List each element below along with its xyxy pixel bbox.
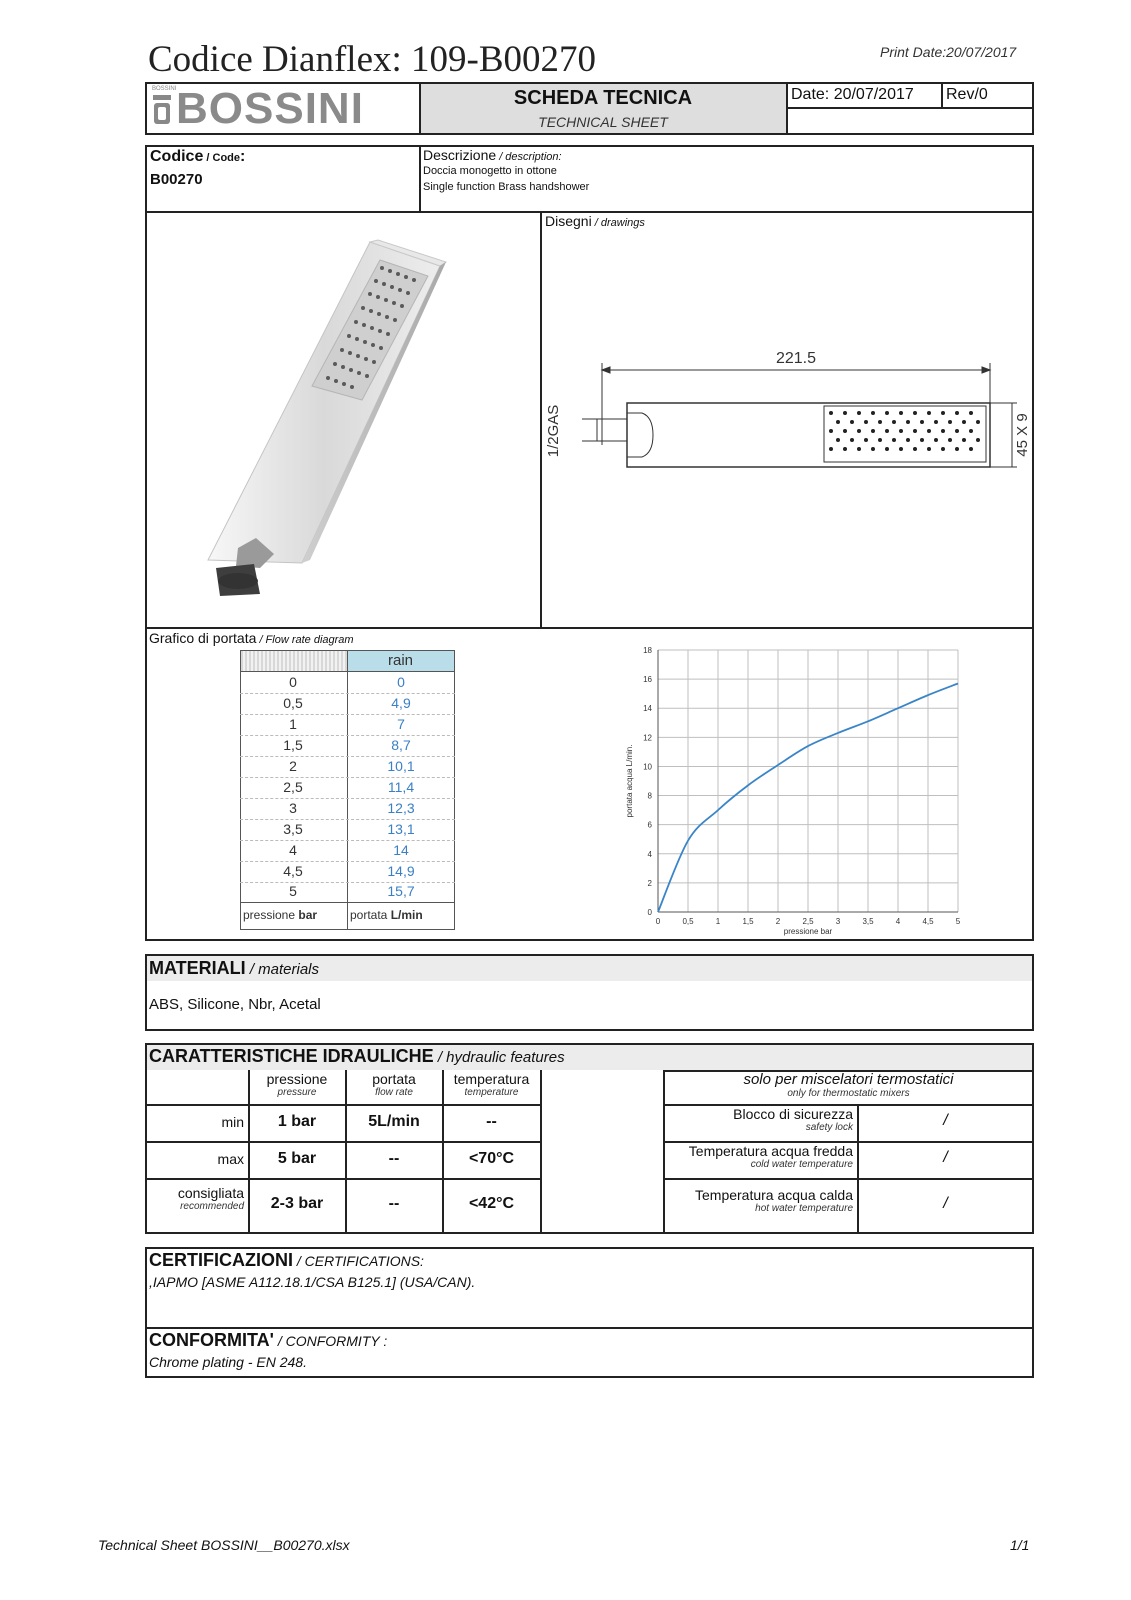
chart-x-axis-label: pressione bar — [783, 927, 833, 936]
flow-row: 1 7 — [240, 714, 455, 736]
chart-y-tick-label: 12 — [643, 733, 652, 743]
thermo-hot-water: Temperatura acqua calda hot water temperature — [695, 1187, 853, 1214]
flow-row: 4,5 14,9 — [240, 861, 455, 883]
dimension-section: 45 X 9 — [1014, 413, 1030, 457]
conformity-text: Chrome plating - EN 248. — [149, 1354, 307, 1370]
hyd-max-temp: <70°C — [468, 1150, 515, 1167]
chart-y-axis-label: portata acqua L/min. — [625, 744, 634, 818]
code-label: Codice / Code: — [150, 148, 246, 165]
drawings-label: Disegni / drawings — [545, 213, 645, 229]
chart-y-tick-label: 14 — [643, 704, 652, 714]
technical-drawing — [545, 345, 1030, 485]
certifications-label: CERTIFICAZIONI / CERTIFICATIONS: — [149, 1250, 424, 1270]
chart-x-tick-label: 3 — [835, 917, 841, 926]
brand-logo — [152, 86, 392, 132]
hyd-min-pressure: 1 bar — [277, 1113, 317, 1130]
sheet-subtitle: TECHNICAL SHEET — [538, 114, 668, 130]
chart-y-tick-label: 16 — [643, 675, 652, 685]
thermo-hot-water-value: / — [943, 1195, 948, 1212]
flow-row: 1,5 8,7 — [240, 735, 455, 757]
sheet-date: Date: 20/07/2017 — [791, 86, 914, 103]
chart-y-tick-label: 6 — [647, 820, 652, 830]
code-value: B00270 — [150, 171, 203, 188]
chart-x-tick-label: 1,5 — [742, 917, 754, 926]
sheet-revision: Rev/0 — [946, 86, 988, 103]
hydraulic-label: CARATTERISTICHE IDRAULICHE / hydraulic features — [149, 1046, 565, 1066]
description-label: Descrizione / description: — [423, 147, 562, 163]
chart-y-tick-label: 18 — [643, 646, 652, 655]
footer-page-number: 1/1 — [1010, 1537, 1030, 1553]
hyd-row-max: max — [217, 1151, 244, 1167]
hyd-min-flow: 5L/min — [368, 1113, 420, 1130]
hyd-col-temp: temperatura temperature — [453, 1071, 530, 1098]
flow-row: 4 14 — [240, 840, 455, 862]
chart-x-tick-label: 0 — [655, 917, 661, 926]
hyd-rec-pressure: 2-3 bar — [270, 1195, 324, 1212]
hyd-col-flow: portata flow rate — [372, 1071, 416, 1098]
flow-row: 2,5 11,4 — [240, 777, 455, 799]
chart-x-tick-label: 0,5 — [682, 917, 694, 926]
flow-row: 5 15,7 — [289, 883, 415, 899]
conformity-label: CONFORMITA' / CONFORMITY : — [149, 1330, 388, 1350]
thermo-title: solo per miscelatori termostatici only for thermostatic mixers — [743, 1071, 954, 1099]
chart-y-tick-label: 0 — [647, 908, 652, 917]
product-photo — [200, 238, 450, 608]
hyd-row-recommended: consigliata recommended — [177, 1185, 244, 1212]
chart-x-tick-label: 4 — [895, 917, 901, 926]
hyd-max-flow: -- — [388, 1150, 400, 1167]
logo-wordmark: BOSSINI — [176, 84, 364, 133]
logo-mark-icon — [152, 94, 172, 126]
hyd-col-pressure: pressione pressure — [266, 1071, 328, 1098]
description-english: Single function Brass handshower — [423, 181, 590, 193]
materials-label: MATERIALI / materials — [149, 958, 320, 978]
hyd-min-temp: -- — [486, 1113, 497, 1130]
thermo-safety-lock-value: / — [943, 1112, 948, 1129]
chart-x-tick-label: 3,5 — [862, 917, 874, 926]
hyd-max-pressure: 5 bar — [277, 1150, 317, 1167]
hyd-rec-flow: -- — [388, 1195, 400, 1212]
flow-row: 0 0 — [240, 672, 455, 694]
flow-table-hatch — [241, 651, 347, 671]
logo-small-text: BOSSINI — [152, 86, 177, 92]
chart-y-tick-label: 8 — [647, 791, 652, 801]
hyd-rec-temp: <42°C — [468, 1195, 515, 1212]
dimension-length: 221.5 — [775, 350, 817, 367]
flow-row: 2 10,1 — [240, 756, 455, 778]
chart-y-tick-label: 10 — [643, 762, 652, 772]
chart-x-tick-label: 5 — [955, 917, 961, 926]
sheet-title: SCHEDA TECNICA — [513, 87, 693, 109]
description-italian: Doccia monogetto in ottone — [423, 165, 557, 177]
flow-table-footer-pressure: pressione bar — [243, 908, 318, 922]
footer-filename: Technical Sheet BOSSINI__B00270.xlsx — [98, 1537, 350, 1553]
flow-rate-label: Grafico di portata / Flow rate diagram — [149, 630, 354, 646]
thermo-cold-water: Temperatura acqua fredda cold water temperature — [688, 1143, 853, 1170]
chart-x-tick-label: 4,5 — [922, 917, 934, 926]
flow-row: 0,5 4,9 — [240, 693, 455, 715]
dimension-thread: 1/2GAS — [545, 404, 562, 458]
chart-y-tick-label: 4 — [647, 849, 652, 859]
page-title: Codice Dianflex: 109-B00270 — [148, 39, 597, 80]
flow-table-header: rain — [347, 651, 454, 671]
print-date: Print Date:20/07/2017 — [880, 44, 1017, 60]
chart-x-tick-label: 2,5 — [802, 917, 814, 926]
certifications-text: ,IAPMO [ASME A112.18.1/CSA B125.1] (USA/CAN). — [149, 1274, 476, 1290]
chart-x-tick-label: 1 — [715, 917, 721, 926]
thermo-safety-lock: Blocco di sicurezza safety lock — [733, 1106, 853, 1133]
flow-table-footer-flow: portata L/min — [350, 908, 423, 922]
flow-row: 3 12,3 — [240, 798, 455, 820]
chart-x-tick-label: 2 — [775, 917, 781, 926]
chart-y-tick-label: 2 — [647, 878, 652, 888]
thermo-cold-water-value: / — [943, 1149, 948, 1166]
flow-rate-chart — [600, 640, 970, 940]
code-description-box — [145, 145, 1034, 213]
hyd-row-min: min — [221, 1114, 244, 1130]
flow-row: 3,5 13,1 — [240, 819, 455, 841]
materials-text: ABS, Silicone, Nbr, Acetal — [149, 996, 321, 1013]
